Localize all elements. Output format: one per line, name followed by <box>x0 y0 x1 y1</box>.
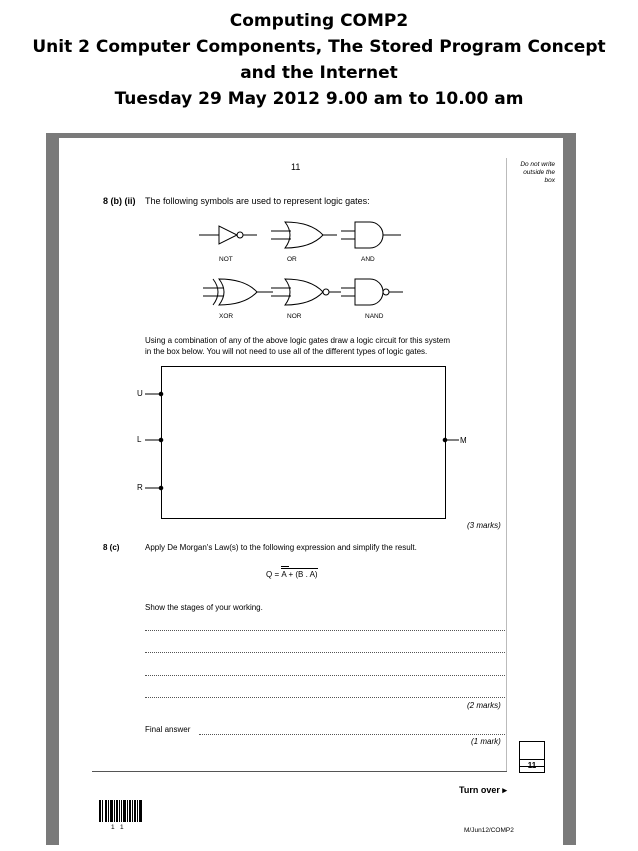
header-unit-cont: and the Internet <box>240 63 398 83</box>
q8bii-marks: (3 marks) <box>467 521 501 530</box>
q8bii-label: 8 (b) (ii) <box>103 196 136 206</box>
output-label-m: M <box>460 436 467 445</box>
input-label-r: R <box>137 483 143 492</box>
gate-label-nor: NOR <box>287 313 302 320</box>
gate-label-or: OR <box>287 256 297 263</box>
answer-line-3[interactable] <box>145 675 505 676</box>
input-label-u: U <box>137 389 143 398</box>
gate-label-not: NOT <box>219 256 233 263</box>
q8bii-instruction: Using a combination of any of the above logic gates draw a logic circuit for this system in the box below. You will not need to use all of the different types of logic gates. <box>145 336 451 356</box>
answer-line-2[interactable] <box>145 652 505 653</box>
exam-page <box>59 138 563 845</box>
q8c-label: 8 (c) <box>103 543 120 552</box>
score-box: 11 <box>519 759 545 773</box>
final-answer-line[interactable] <box>199 734 505 735</box>
bottom-rule <box>92 771 507 772</box>
turn-over: Turn over ▸ <box>459 785 507 795</box>
q8bii-intro: The following symbols are used to represent logic gates: <box>145 196 370 206</box>
header-unit: Unit 2 Computer Components, The Stored Program Concept <box>32 37 606 57</box>
barcode <box>99 800 145 824</box>
header-title: Computing COMP2 <box>229 11 409 31</box>
gate-label-nand: NAND <box>365 313 384 320</box>
a-bar <box>281 566 289 567</box>
negated-expression: A + (B . A) <box>281 568 317 579</box>
circuit-io-lines <box>59 138 563 538</box>
input-label-l: L <box>137 435 142 444</box>
answer-line-1[interactable] <box>145 630 505 631</box>
scanned-page-frame <box>46 133 576 845</box>
barcode-digits: 1 1 <box>111 824 124 831</box>
q8c-marks: (2 marks) <box>467 701 501 710</box>
margin-note: Do not write outside the box <box>520 161 555 184</box>
document-header <box>0 8 638 112</box>
q8c-final-marks: (1 mark) <box>471 737 501 746</box>
q8c-working-prompt: Show the stages of your working. <box>145 603 263 612</box>
footer-code: M/Jun12/COMP2 <box>464 827 514 834</box>
gate-label-xor: XOR <box>219 313 234 320</box>
gate-label-and: AND <box>361 256 375 263</box>
header-date: Tuesday 29 May 2012 9.00 am to 10.00 am <box>114 89 524 109</box>
q8c-question: Apply De Morgan's Law(s) to the following expression and simplify the result. <box>145 543 417 552</box>
answer-line-4[interactable] <box>145 697 505 698</box>
page-number: 11 <box>291 162 301 172</box>
final-answer-label: Final answer <box>145 725 191 734</box>
q8c-expression: Q = A + (B . A) <box>266 568 318 579</box>
